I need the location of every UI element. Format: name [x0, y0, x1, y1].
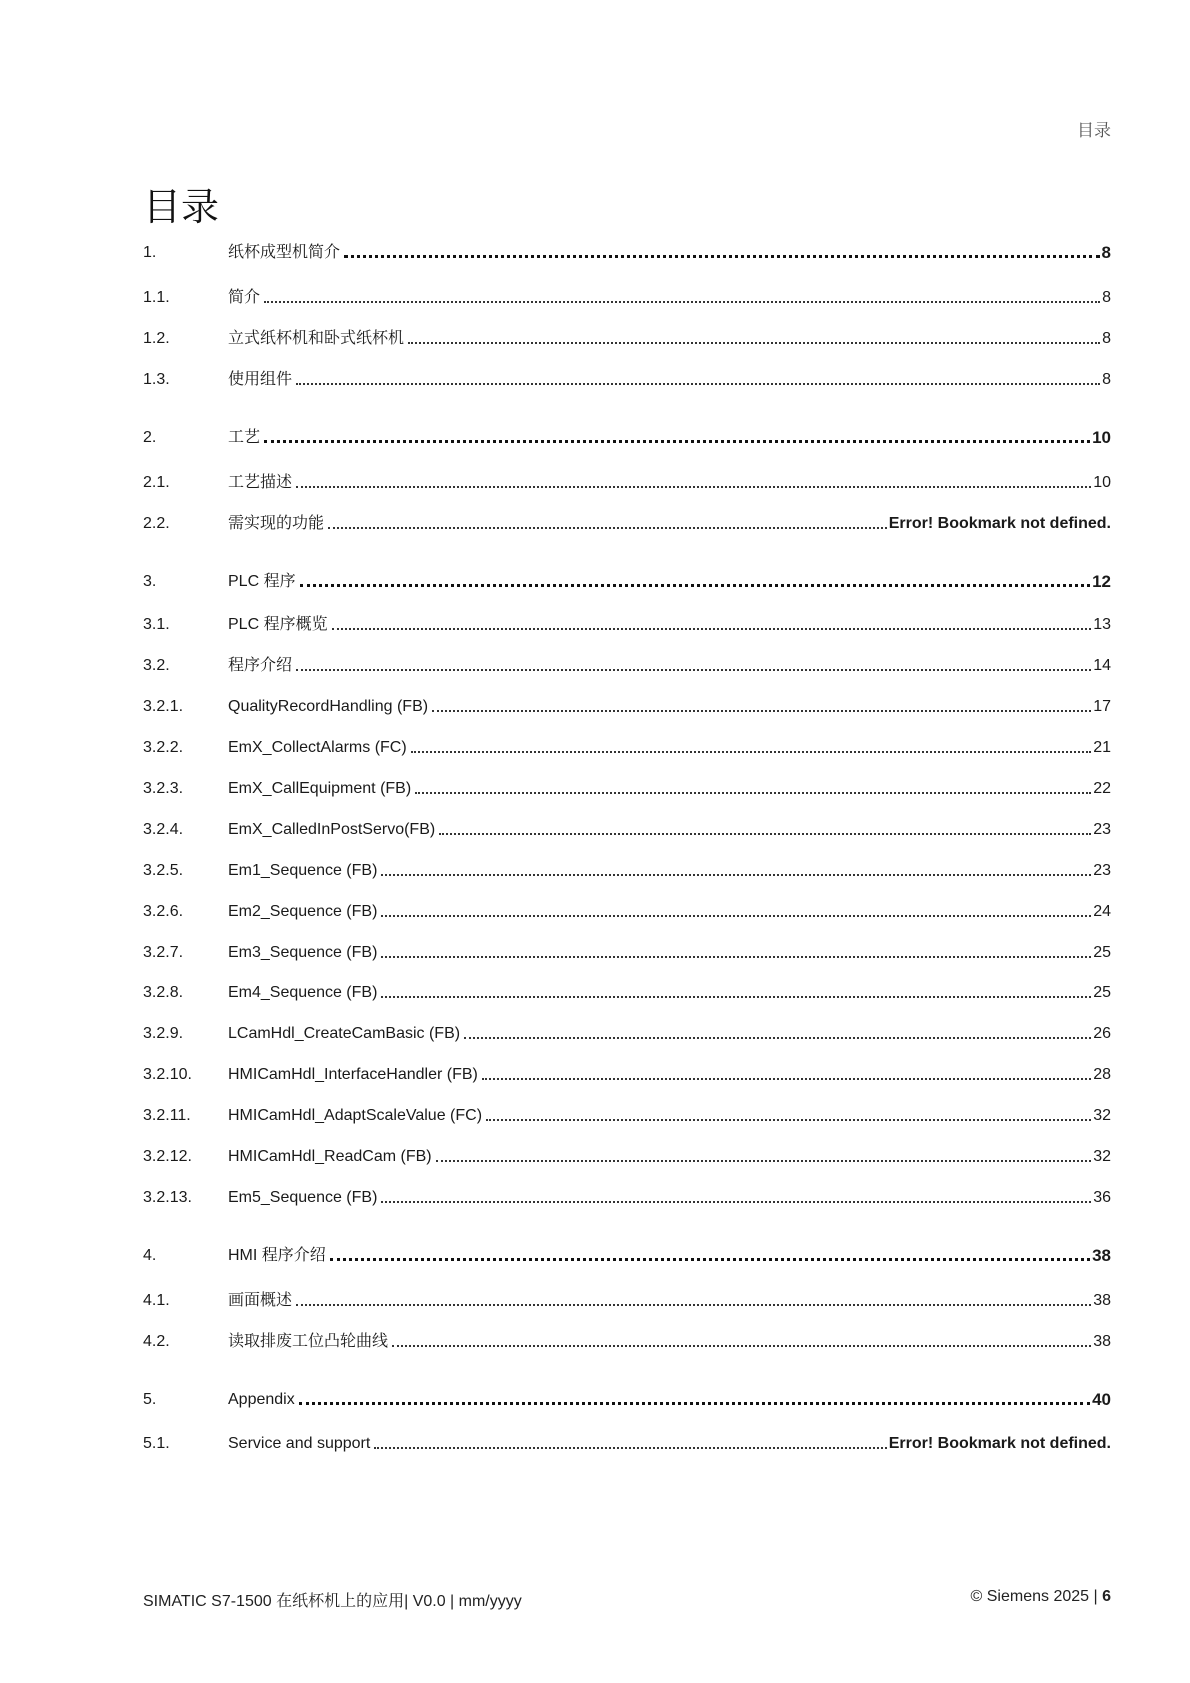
toc-entry[interactable] [143, 734, 1111, 758]
toc-leader-dots [464, 1037, 1091, 1039]
toc-entry-title: Em1_Sequence (FB) [228, 862, 378, 879]
footer-document-info: SIMATIC S7-1500 在纸杯机上的应用| V0.0 | mm/yyyy [143, 1593, 522, 1610]
toc-entry-title: Service and support [228, 1435, 371, 1452]
toc-entry[interactable] [143, 1143, 1111, 1167]
toc-entry-title: HMICamHdl_InterfaceHandler (FB) [228, 1066, 478, 1083]
toc-entry[interactable] [143, 1287, 1111, 1311]
toc-entry-title: 工艺 [228, 429, 261, 446]
toc-entry-page: 10 [1092, 428, 1111, 447]
toc-entry[interactable] [143, 979, 1111, 1003]
toc-entry-page: 25 [1093, 984, 1111, 1001]
toc-leader-dots [411, 751, 1092, 753]
toc-entry-page: 14 [1093, 657, 1111, 674]
toc-leader-dots [408, 342, 1100, 344]
toc-entry[interactable] [143, 1020, 1111, 1044]
toc-leader-dots [381, 1201, 1091, 1203]
toc-entry-number: 5.1. [143, 1435, 170, 1452]
toc-leader-dots [439, 833, 1091, 835]
toc-entry-title: EmX_CollectAlarms (FC) [228, 739, 407, 756]
toc-entry-title: PLC 程序概览 [228, 616, 328, 633]
toc-entry-number: 2.1. [143, 474, 170, 491]
toc-entry-page: 10 [1093, 474, 1111, 491]
toc-entry-page: 17 [1093, 698, 1111, 715]
toc-entry-page: 23 [1093, 821, 1111, 838]
toc-leader-dots [482, 1078, 1091, 1080]
toc-leader-dots [264, 440, 1090, 443]
toc-entry-page: 40 [1092, 1390, 1111, 1409]
toc-entry-page: 8 [1101, 243, 1111, 262]
toc-entry-number: 2.2. [143, 515, 170, 532]
toc-leader-dots [381, 915, 1091, 917]
toc-entry-title: EmX_CalledInPostServo(FB) [228, 821, 436, 838]
toc-leader-dots [332, 628, 1092, 630]
toc-leader-dots [432, 710, 1091, 712]
toc-entry-title: 简介 [228, 289, 261, 306]
toc-entry-title: PLC 程序 [228, 573, 296, 590]
toc-entry-page: 38 [1093, 1292, 1111, 1309]
toc-entry[interactable] [143, 652, 1111, 676]
toc-entry-number: 3.2.13. [143, 1189, 192, 1206]
toc-entry-title: 工艺描述 [228, 474, 293, 491]
toc-leader-dots [486, 1119, 1091, 1121]
toc-entry-page: 32 [1093, 1148, 1111, 1165]
toc-leader-dots [392, 1345, 1091, 1347]
toc-entry-page: 12 [1092, 572, 1111, 591]
toc-leader-dots [381, 996, 1091, 998]
toc-entry-title: Em2_Sequence (FB) [228, 903, 378, 920]
toc-leader-dots [436, 1160, 1092, 1162]
toc-leader-dots [296, 383, 1100, 385]
toc-entry-number: 3.2.12. [143, 1148, 192, 1165]
toc-entry[interactable] [143, 568, 1111, 592]
toc-entry[interactable] [143, 325, 1111, 349]
toc-leader-dots [296, 669, 1091, 671]
toc-entry-title: Appendix [228, 1391, 295, 1408]
toc-entry-number: 1.1. [143, 289, 170, 306]
toc-entry-page: 38 [1092, 1246, 1111, 1265]
toc-entry-page: 25 [1093, 944, 1111, 961]
toc-entry[interactable] [143, 816, 1111, 840]
toc-entry-number: 4.2. [143, 1333, 170, 1350]
toc-entry-page: 26 [1093, 1025, 1111, 1042]
toc-entry[interactable] [143, 1430, 1111, 1454]
toc-entry[interactable] [143, 1242, 1111, 1266]
footer-copyright-text: © Siemens 2025 | [970, 1588, 1103, 1605]
toc-leader-dots [296, 486, 1091, 488]
page-title: 目录 [143, 187, 220, 229]
toc-entry[interactable] [143, 857, 1111, 881]
toc-entry-number: 3.2.10. [143, 1066, 192, 1083]
toc-entry[interactable] [143, 366, 1111, 390]
toc-entry[interactable] [143, 1328, 1111, 1352]
toc-entry[interactable] [143, 424, 1111, 448]
toc-entry-title: HMICamHdl_AdaptScaleValue (FC) [228, 1107, 483, 1124]
toc-entry-number: 4. [143, 1247, 157, 1264]
toc-entry-page: 32 [1093, 1107, 1111, 1124]
toc-entry-title: EmX_CallEquipment (FB) [228, 780, 412, 797]
toc-entry-number: 1. [143, 244, 157, 261]
toc-entry[interactable] [143, 239, 1111, 263]
toc-leader-dots [330, 1258, 1090, 1261]
toc-entry-page: 8 [1102, 289, 1111, 306]
toc-entry[interactable] [143, 284, 1111, 308]
toc-entry-title: 读取排废工位凸轮曲线 [228, 1333, 389, 1350]
toc-entry-number: 1.2. [143, 330, 170, 347]
toc-entry-title: 需实现的功能 [228, 515, 325, 532]
toc-entry[interactable] [143, 469, 1111, 493]
toc-entry-page: 21 [1093, 739, 1111, 756]
toc-entry[interactable] [143, 1102, 1111, 1126]
toc-entry-number: 3.2.9. [143, 1025, 184, 1042]
page-footer [143, 1588, 1111, 1611]
toc-entry-number: 3.2. [143, 657, 170, 674]
toc-entry-title: Em4_Sequence (FB) [228, 984, 378, 1001]
toc-entry[interactable] [143, 939, 1111, 963]
toc-entry-number: 3.2.2. [143, 739, 184, 756]
toc-entry-number: 3.2.8. [143, 984, 184, 1001]
toc-entry-number: 3.2.6. [143, 903, 184, 920]
toc-entry-page: 36 [1093, 1189, 1111, 1206]
toc-entry-page: 38 [1093, 1333, 1111, 1350]
toc-entry-number: 3.2.11. [143, 1107, 191, 1124]
toc-entry-page: Error! Bookmark not defined. [888, 1435, 1111, 1452]
toc-entry-number: 4.1. [143, 1292, 170, 1309]
toc-entry-number: 3.1. [143, 616, 170, 633]
toc-entry-number: 2. [143, 429, 157, 446]
toc-entry-title: QualityRecordHandling (FB) [228, 698, 429, 715]
toc-entry-page: 23 [1093, 862, 1111, 879]
footer-copyright [971, 1588, 1111, 1611]
toc-entry-page: 28 [1093, 1066, 1111, 1083]
toc-entry[interactable] [143, 775, 1111, 799]
toc-entry-page: 22 [1093, 780, 1111, 797]
toc-entry-number: 3.2.7. [143, 944, 184, 961]
toc-leader-dots [415, 792, 1091, 794]
toc-leader-dots [374, 1447, 886, 1449]
toc-entry-page: Error! Bookmark not defined. [888, 515, 1111, 532]
toc-leader-dots [328, 527, 887, 529]
toc-leader-dots [264, 301, 1100, 303]
toc-entry-title: HMICamHdl_ReadCam (FB) [228, 1148, 432, 1165]
toc-entry[interactable] [143, 1061, 1111, 1085]
toc-leader-dots [381, 956, 1091, 958]
toc-entry-page: 8 [1102, 371, 1111, 388]
toc-entry-number: 3.2.1. [143, 698, 184, 715]
toc-leader-dots [296, 1304, 1091, 1306]
toc-leader-dots [344, 255, 1100, 258]
toc-entry-number: 3.2.4. [143, 821, 184, 838]
toc-leader-dots [299, 1402, 1090, 1405]
toc-entry[interactable] [143, 898, 1111, 922]
toc-entry-title: Em5_Sequence (FB) [228, 1189, 378, 1206]
toc-entry[interactable] [143, 1386, 1111, 1410]
toc-entry-title: Em3_Sequence (FB) [228, 944, 378, 961]
toc-entry-number: 3. [143, 573, 157, 590]
toc-entry[interactable] [143, 611, 1111, 635]
toc-leader-dots [381, 874, 1091, 876]
toc-entry-number: 3.2.5. [143, 862, 184, 879]
toc-entry[interactable] [143, 1184, 1111, 1208]
toc-entry[interactable] [143, 510, 1111, 534]
toc-entry-title: 立式纸杯机和卧式纸杯机 [228, 330, 405, 347]
toc-entry-page: 24 [1093, 903, 1111, 920]
toc-entry-number: 1.3. [143, 371, 170, 388]
toc-entry-number: 5. [143, 1391, 157, 1408]
toc-entry-page: 8 [1102, 330, 1111, 347]
toc-leader-dots [300, 584, 1091, 587]
toc-entry-page: 13 [1093, 616, 1111, 633]
toc-entry-title: 纸杯成型机简介 [228, 244, 341, 261]
toc-entry-title: HMI 程序介绍 [228, 1247, 326, 1264]
toc-entry-title: 程序介绍 [228, 657, 293, 674]
running-header: 目录 [1077, 121, 1111, 140]
toc-entry[interactable] [143, 693, 1111, 717]
toc-entry-number: 3.2.3. [143, 780, 184, 797]
toc-entry-title: LCamHdl_CreateCamBasic (FB) [228, 1025, 461, 1042]
toc-entry-title: 画面概述 [228, 1292, 293, 1309]
toc-entry-title: 使用组件 [228, 371, 293, 388]
footer-page-number: 6 [1102, 1588, 1111, 1605]
